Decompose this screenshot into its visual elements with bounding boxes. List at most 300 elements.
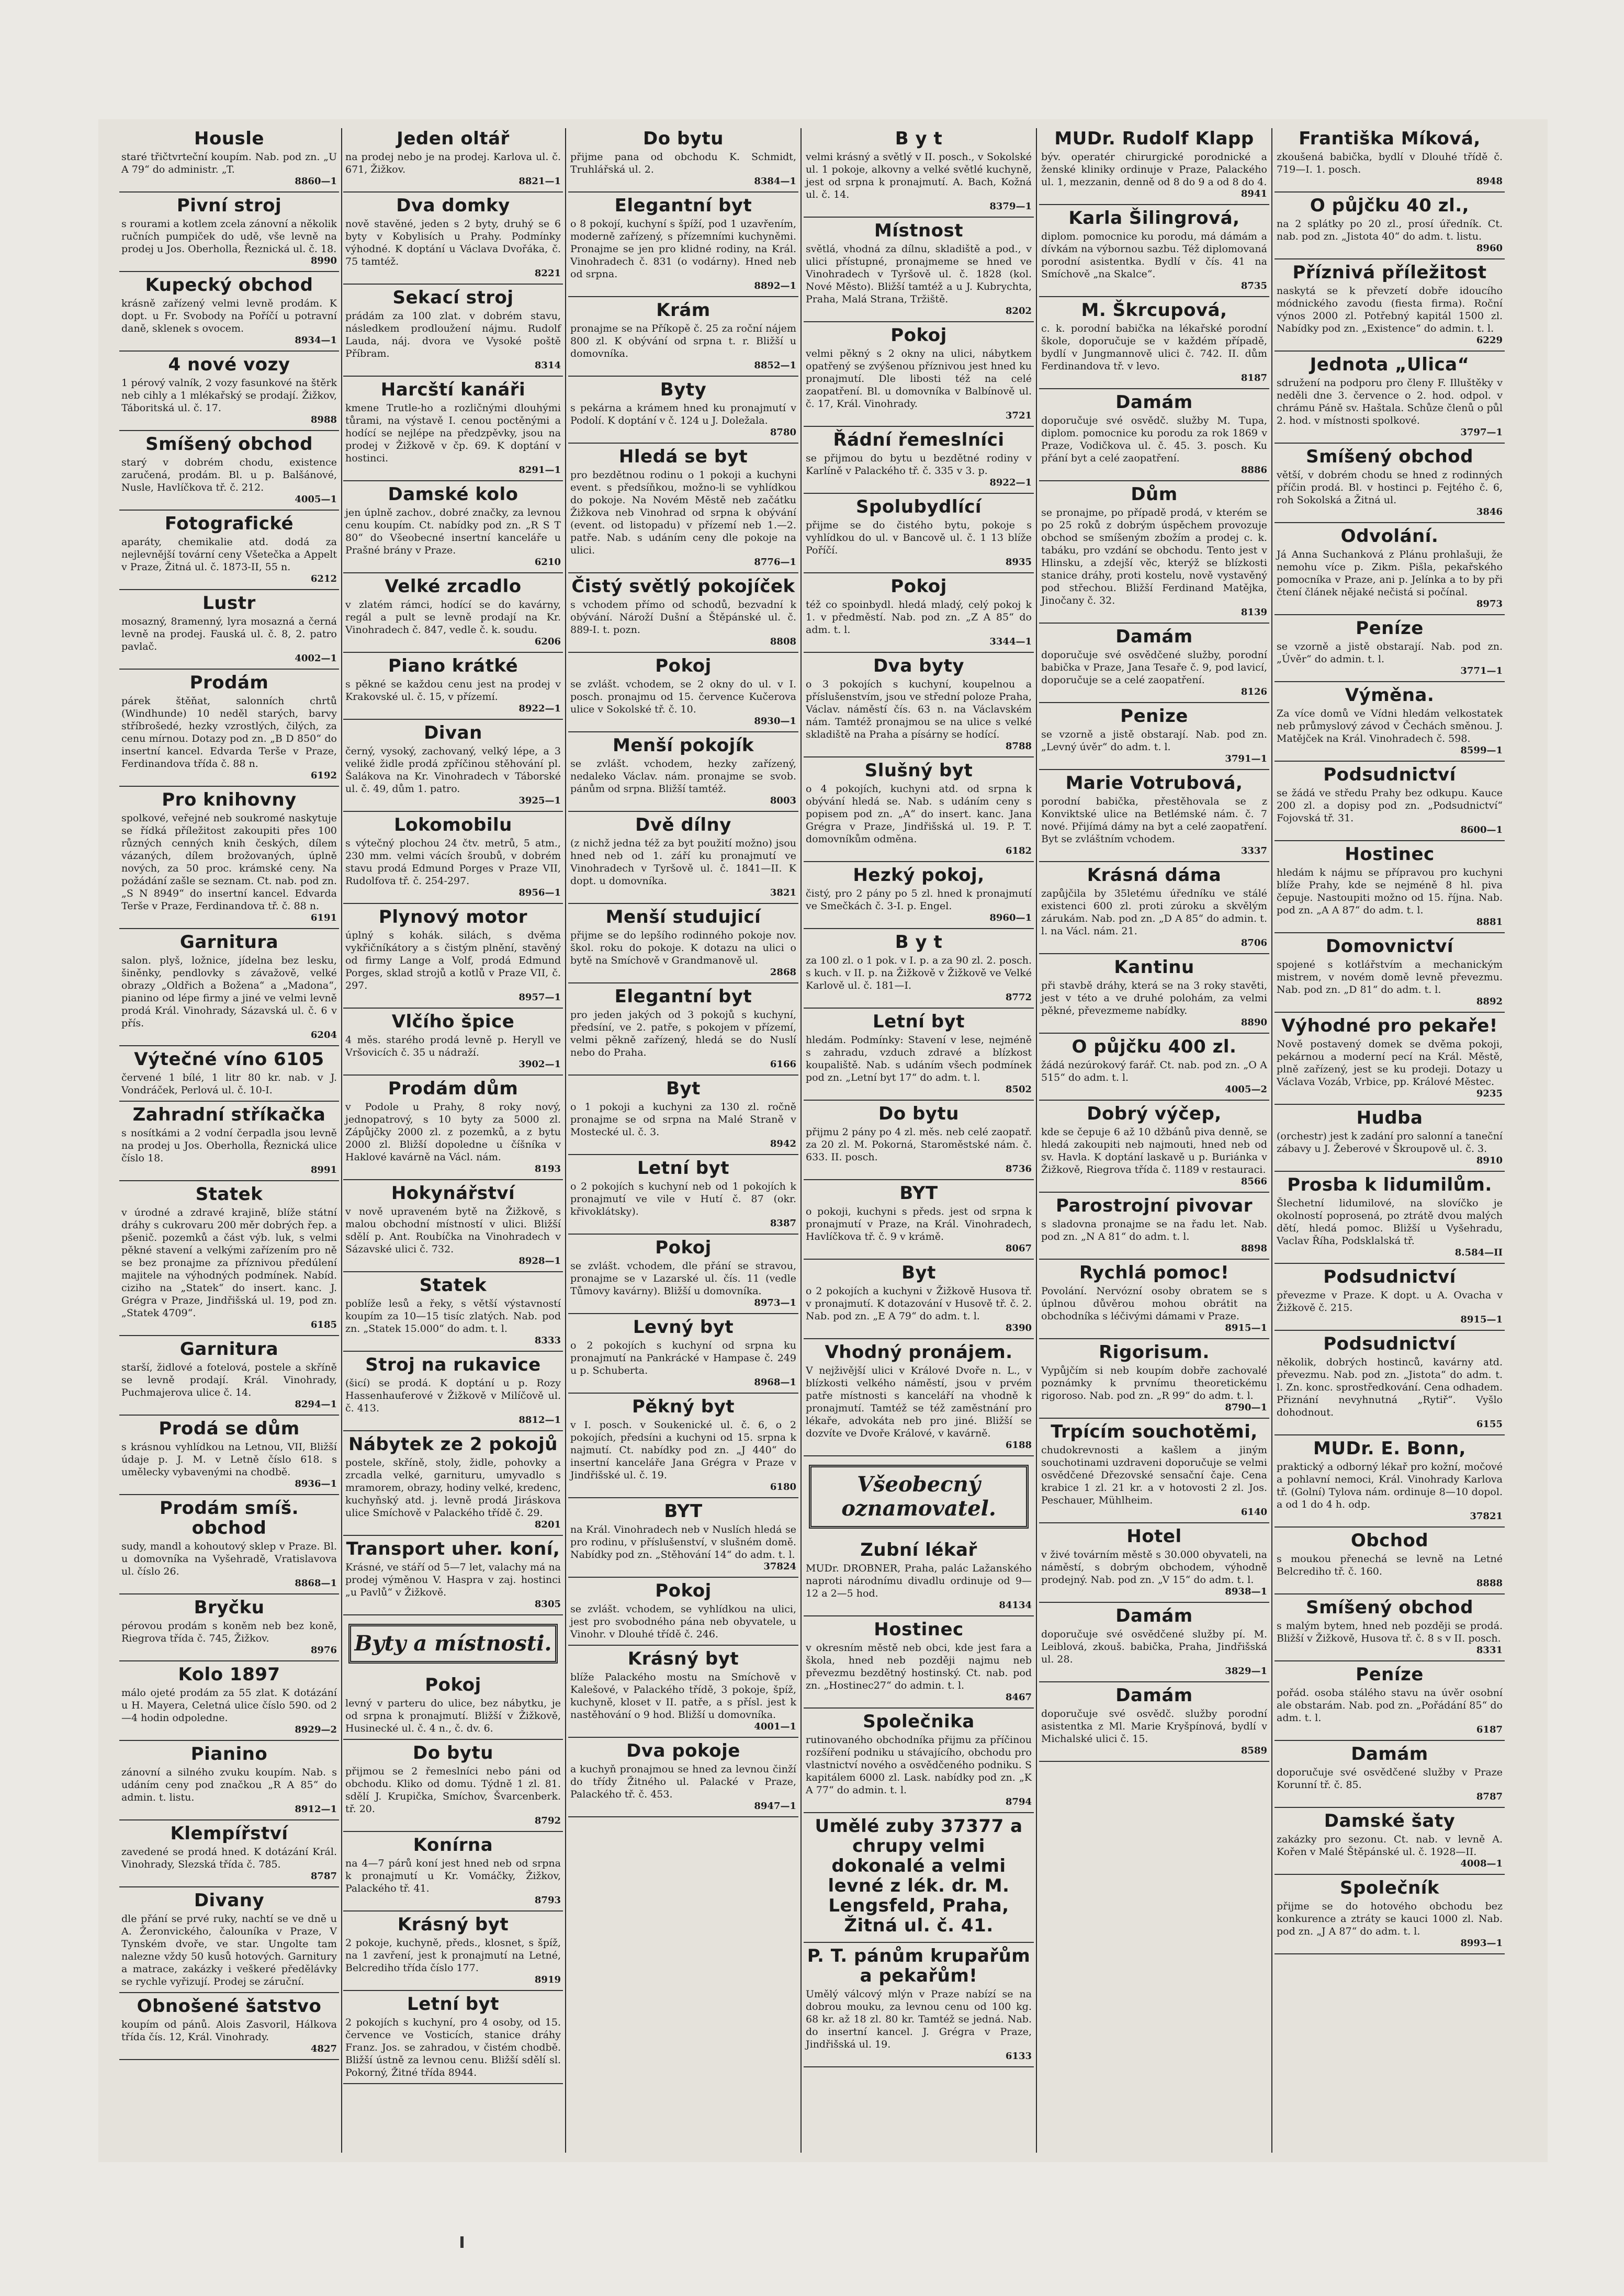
classified-ad (119, 1102, 339, 1181)
ad-heading: Krásný byt (627, 1648, 739, 1669)
ad-code: 8821—1 (518, 176, 561, 187)
ad-text: pro bezdětnou rodinu o 1 pokoji a kuchyni event. s předsíňkou, možno-li se vyhlídkou do pokoje. Na Novém Městě neb začátku Žižkova neb Vinohrad od srpna k obývání (event. od listopadu) v přízemí neb 1.—2. patře. Nab. s udáním ceny dle pokoje na ulici. (570, 469, 796, 556)
ad-heading: Penize (1120, 706, 1188, 727)
ad-text: se zvlášt. vchodem, se vyhlídkou na ulici, jest pro svobodného pána neb obyvatele, u Vinohr. v Dlouhé třídě č. 246. (570, 1603, 796, 1640)
ad-code: 8126 (1240, 686, 1267, 697)
ad-heading: Pokoj (890, 576, 947, 597)
ad-code: 8305 (534, 1599, 561, 1610)
classified-ad (804, 862, 1034, 929)
ad-code: 8886 (1240, 465, 1267, 476)
ad-code: 8787 (1476, 1791, 1503, 1802)
classified-ad (568, 193, 798, 297)
classified-ad (804, 218, 1034, 322)
ad-heading: Fotografické (164, 513, 294, 534)
ad-heading: Krásná dáma (1087, 865, 1222, 886)
ad-code: 6133 (1005, 2051, 1032, 2062)
classified-ad (568, 297, 798, 377)
classified-ad (343, 904, 563, 1009)
ad-text: též co spoinbydl. hledá mladý, celý pokoj k 1. v předměstí. Nab. pod zn. „Z A 85“ do adm. t. l. (806, 599, 1032, 636)
ad-heading: Levný byt (633, 1317, 734, 1338)
ad-code: 6192 (310, 770, 337, 781)
ad-heading: M. Škrcupová, (1081, 300, 1227, 321)
ad-text: s výtečný plochou 24 čtv. metrů, 5 atm., 230 mm. velmi vácích šroubů, v dobrém stavu prodá Edmund Porges v Praze VII, Rudolfova tř. č. 254-297. (345, 838, 561, 887)
ad-text: blíže Palackého mostu na Smíchově v Kalešové, v Palackého třídě, 3 pokoje, špíž, kuchyně, kloset v II. patře, a s přísl. jest k nastěhování o 9 hod. Bližší u domovníka. (570, 1671, 796, 1721)
ad-heading: Klempířství (170, 1823, 288, 1844)
ad-heading: Damám (1115, 1685, 1193, 1706)
classified-ad (1275, 523, 1505, 615)
classified-ad (1275, 841, 1505, 933)
ad-text: v úrodné a zdravé krajině, blíže státní dráhy s cukrovaru 200 měr dobrých řep. a pšenič. pozemků a část výb. luk, s velmi pěkné stavení a velkými zařízením pro ně se bez pronajme za příznivou předúlení majitele na výhodných podmínek. Nabíd. ciziho na „Statek“ do insert. kanc. J. Grégra v Praze, Jindřišská ul. 19, pod zn. „Statek 4709“. (121, 1207, 337, 1319)
classified-ad (1039, 1193, 1269, 1260)
ad-heading: Kupecký obchod (145, 275, 313, 296)
ad-code: 8929—2 (295, 1724, 337, 1735)
classified-ad (568, 1498, 798, 1578)
classified-ad (119, 511, 339, 590)
ad-code: 8973—1 (754, 1297, 796, 1308)
ad-text: Za více domů ve Vídni hledám velkostatek neb průmyslový závod v Čechách směnou. J. Matějček na Král. Vinohradech č. 598. (1277, 708, 1503, 744)
ad-code: 8910 (1476, 1155, 1503, 1166)
ad-heading: Nábytek ze 2 pokojů (348, 1434, 558, 1455)
ad-text: se vzorně a jistě obstarají. Nab. pod zn. „Úvěr“ do admin. t. l. (1277, 641, 1503, 665)
classified-ad (804, 653, 1034, 757)
ad-code: 3846 (1476, 506, 1503, 517)
ad-text: kde se čepuje 6 až 10 džbánů piva denně, se hledá zakoupiti neb najmouti, hned neb od sv. Havla. K doptání laskavě u p. Buriánka v Žižkově, Riegrova třída č. 1189 v restauraci. (1041, 1126, 1267, 1175)
ad-code: 6188 (1005, 1440, 1032, 1451)
ad-code: 8941 (1240, 188, 1267, 199)
ad-code: 4008—1 (1460, 1858, 1503, 1869)
ad-heading: Společnika (863, 1711, 975, 1732)
ad-heading: Garnitura (179, 932, 279, 953)
ad-code: 6191 (310, 912, 337, 923)
classified-ad (1039, 703, 1269, 770)
ad-text: velmi krásný a světlý v II. posch., v Sokolské ul. 1 pokoje, alkovny a velké světlé kuchyně, jest od srpna k pronajmutí. A. Bach, Kožná ul. č. 14. (806, 151, 1032, 200)
ad-heading: Spolubydlící (856, 496, 982, 517)
ad-text: se pronajme, po případě prodá, v kterém se po 25 roků z dobrým úspěchem provozuje obchod se smíšeným zbožím a prodej c. k. tabáku, pro vzdání se obchodu. Tento jest v Hlinsku, a zdejší věc, kterýž se blízkosti stanice dráhy, proti kostelu, nově vystavěný pod střechou. Bližší Ferdinand Matějka, Jinočany č. 32. (1041, 507, 1267, 606)
ad-text: přijme se do hotového obchodu bez konkurence a ztráty se kauci 1000 zl. Nab. pod zn. „J A 87“ do adm. t. l. (1277, 1901, 1503, 1937)
ad-text: v I. posch. v Soukenické ul. č. 6, o 2 pokojích, předsíni a kuchyni od 15. srpna k najmutí. Ct. nabídky pod zn. „J 440“ do insertní kanceláře Jana Grégra v Praze v Jindřišské ul. č. 19. (570, 1419, 796, 1481)
classified-ad (1275, 1594, 1505, 1661)
ad-heading: BYT (664, 1501, 703, 1522)
classified-ad (804, 126, 1034, 218)
classified-ad (1039, 862, 1269, 954)
classified-ad (1039, 770, 1269, 862)
ad-text: velmi pěkný s 2 okny na ulici, nábytkem opatřený se zvýšenou příznivou jest hned ku pronajmutí. Dle libosti též na celé zaopatření. Bl. u domovníka v Balbínově ul. č. 17, Král. Vinohrady. (806, 348, 1032, 410)
ad-heading: Marie Votrubová, (1065, 773, 1243, 794)
ad-code: 6210 (534, 557, 561, 568)
ad-code: 8860—1 (295, 176, 337, 187)
classified-ad (804, 322, 1034, 427)
classified-ad (343, 1272, 563, 1352)
ad-code: 8812—1 (518, 1415, 561, 1426)
ad-text: Šlechetní lidumilové, na slovíčko je okolností poprosená, po ztrátě dvou malých dětí, hledá pomoc. Bližší u Vyšehradu, Vaclav Říha, Podsklalská tř. (1277, 1197, 1503, 1247)
ad-text: černý, vysoký, zachovaný, velký lépe, a 3 veliké židle prodá zpříčinou stěhování pl. Šalákova na Kr. Vinohradech v Táborské ul. č. 49, dům 1. patro. (345, 745, 561, 795)
ad-text: jen úplně zachov., dobré značky, za levnou cenu koupím. Ct. nabídky pod zn. „R S T 80“ do Všeobecné insertní kanceláře u Prašné brány v Praze. (345, 507, 561, 556)
ad-code: 8139 (1240, 607, 1267, 618)
ad-heading: Byty (660, 379, 707, 400)
ad-text: se zvlášt. vchodem, dle přání se stravou, pronajme se v Lazarské ul. čís. 11 (vedle Tůmovy kavárny). Bližší u domovníka. (570, 1260, 796, 1297)
ad-code: 6180 (770, 1481, 796, 1492)
classified-ad (804, 573, 1034, 653)
ad-code: 8957—1 (518, 992, 561, 1003)
ad-text: c. k. porodní babička na lékařské porodní škole, doporučuje se v každém případě, bydlí v Jungmannově ulici č. 742. II. dům Ferdinandova tř. v levo. (1041, 323, 1267, 372)
ad-heading: Pianino (190, 1744, 268, 1765)
ad-code: 6182 (1005, 845, 1032, 856)
ad-code: 8390 (1005, 1322, 1032, 1333)
classified-ad (1275, 933, 1505, 1013)
classified-ad (1275, 1875, 1505, 1954)
ad-code: 8948 (1476, 176, 1503, 187)
ad-code: 6229 (1476, 335, 1503, 346)
ad-heading: Karla Šilingrová, (1068, 208, 1240, 229)
ad-text: několik, dobrých hostinců, kavárny atd. převezmu. Nab. pod zn. „Jistota“ do adm. t. l. Zn. konc. sprostředkování. Cena odhadem. Přiznání nevyhnutná „Rytiř“. Vyšlo dohodnout. (1277, 1356, 1503, 1418)
ad-text: červené 1 bílé, 1 litr 80 kr. nab. v J. Vondráček, Perlová ul. č. 10-I. (121, 1072, 337, 1096)
ad-code: 3902—1 (518, 1059, 561, 1070)
classified-ad (804, 1180, 1034, 1260)
ad-text: doporučuje své osvědčené služby pí. M. Leiblová, zkouš. babička, Praha, Jindřišská ul. 28. (1041, 1628, 1267, 1665)
ad-heading: Domovnictví (1325, 936, 1454, 957)
ad-heading: Damám (1115, 1605, 1193, 1626)
ad-heading: Dům (1131, 484, 1178, 505)
ad-code: 8772 (1005, 992, 1032, 1003)
ad-code: 8794 (1005, 1796, 1032, 1807)
ad-code: 8193 (534, 1163, 561, 1174)
ad-heading: Lokomobilu (394, 815, 512, 835)
ad-heading: Hostinec (874, 1619, 964, 1640)
ad-heading: Řádní řemeslníci (833, 429, 1005, 450)
ad-heading: Pokoj (655, 1580, 712, 1601)
ad-heading: Housle (194, 128, 264, 149)
ad-code: 9235 (1476, 1088, 1503, 1099)
ad-text: málo ojeté prodám za 55 zlat. K dotázání u H. Mayera, Celetná ulice číslo 590. od 2—4 hodin odpoledne. (121, 1687, 337, 1724)
ad-text: kmene Trutle-ho a rozličnými dlouhými tůrami, na výstavě I. cenou poctěnými a hodící se nejlépe na předzpěvky, jsou na prodej v Žižkově v čp. 69. K doptání v hostinci. (345, 402, 561, 464)
classified-ad (568, 1076, 798, 1155)
ad-heading: Krásný byt (397, 1914, 509, 1935)
classified-ad (568, 1738, 798, 1817)
classified-ad (343, 573, 563, 653)
ad-text: 1 pérový valník, 2 vozy fasunkové na štěrk neb cihly a 1 mlékařský se prodají. Žižkov, Táboritská ul. č. 17. (121, 377, 337, 414)
ad-code: 8003 (770, 795, 796, 806)
ad-code: 4005—2 (1225, 1084, 1267, 1095)
classified-ad (1275, 682, 1505, 762)
ad-heading: Dva domky (396, 195, 510, 216)
ad-code: 6185 (310, 1319, 337, 1330)
ad-text: s rourami a kotlem zcela zánovní a několik ručních pumpiček do udě, vše levně na prodej u Jos. Oberholla, Řeznická ul. č. 18. (121, 218, 337, 255)
ad-heading: Pokoj (890, 325, 947, 346)
column-rule (565, 128, 566, 2153)
ad-text: sudy, mandl a kohoutový sklep v Praze. Bl. u domovníka na Vyšehradě, Vratislavova ul. číslo 26. (121, 1541, 337, 1577)
section-header: Byty a místnosti. (348, 1624, 558, 1664)
ad-heading: Františka Míková, (1299, 128, 1481, 149)
ad-code: 3821 (770, 887, 796, 898)
classified-ad (568, 812, 798, 904)
classified-ad (568, 983, 798, 1076)
ad-text: nově stavěné, jeden s 2 byty, druhý se 6 byty v Kobylisích u Prahy. Podmínky výhodné. K doptání u Václava Dvořáka, č. 75 tamtéž. (345, 218, 561, 267)
ad-text: 2 pokoje, kuchyně, předs., klosnet, s špíž, na 1 zavření, jest k pronajmutí na Letné, Belcrediho třída číslo 177. (345, 1937, 561, 1974)
classified-ad (568, 904, 798, 983)
ad-heading: Byt (901, 1262, 936, 1283)
classified-ad (343, 1991, 563, 2084)
ad-code: 8467 (1005, 1692, 1032, 1703)
ad-heading: Prosba k lidumilům. (1287, 1174, 1492, 1195)
classified-ad (119, 929, 339, 1046)
classified-ad (343, 1352, 563, 1431)
classified-ad (343, 285, 563, 377)
ad-text: naskytá se k převzetí dobře idoucího módnického zavodu (fiesta firma). Roční výnos 2000 zl. Potřebný kapitál 1500 zl. Nabídky pod zn. „Existence“ do admin. t. l. (1277, 285, 1503, 334)
classified-ad (119, 1661, 339, 1741)
ad-code: 8566 (1240, 1176, 1267, 1187)
ad-code: 8960 (1476, 243, 1503, 254)
ad-code: 8067 (1005, 1243, 1032, 1254)
ad-text: V nejživější ulici v Králové Dvoře n. L., v blízkosti velkého náměstí, jsou v prvém patře místnosti s kanceláří na vhodně k pronajmutí. Tamtéž se též zaměstnání pro lékaře, advokáta neb pro jiné. Bližší se dozvíte ve Dvoře Králové, v kavárně. (806, 1365, 1032, 1439)
classified-ad (1039, 954, 1269, 1034)
ad-text: aparáty, chemikalie atd. dodá za nejlevnější tovární ceny Všetečka a Appelt v Praze, Žitná ul. č. 1873-II, 55 n. (121, 536, 337, 573)
ad-heading: Do bytu (413, 1743, 493, 1763)
ad-heading: O půjčku 400 zl. (1072, 1036, 1237, 1057)
ad-code: 8934—1 (295, 335, 337, 346)
classified-ad (568, 573, 798, 653)
ad-heading: Prodá se dům (159, 1418, 300, 1439)
ad-heading: Místnost (874, 220, 964, 241)
ad-text: s sladovna pronajme se na řadu let. Nab. pod zn. „N A 81“ do adm. t. l. (1041, 1218, 1267, 1242)
ad-heading: Damám (1115, 626, 1193, 647)
classified-ad (568, 377, 798, 444)
ad-heading: Prodám (189, 672, 269, 693)
section-header: Všeobecný oznamovatel. (809, 1465, 1029, 1529)
ad-code: 8892 (1476, 996, 1503, 1007)
ad-heading: Harcští kanáři (380, 379, 526, 400)
ad-code: 8221 (534, 268, 561, 279)
ad-code: 4827 (310, 2043, 337, 2054)
ad-heading: P. T. pánům krupařům a pekařům! (807, 1946, 1031, 1986)
ad-text: postele, skříně, stoly, židle, pohovky a zrcadla velké, garnituru, umyvadlo s mramorem, obrazy, hodiny velké, kredenc, kuchyňský atd. j. levně prodá Jiráskova ulice Smíchově v Palackého třídě č. 29. (345, 1457, 561, 1519)
ad-text: přijmu 2 pány po 4 zl. měs. neb celé zaopatř. za 20 zl. M. Pokorná, Staroměstské nám. č. 633. II. posch. (806, 1126, 1032, 1163)
ad-code: 8919 (534, 1974, 561, 1985)
classifieds-column-1 (119, 126, 339, 2155)
classified-ad (1275, 615, 1505, 682)
classified-ad (568, 653, 798, 732)
ad-text: převezme v Praze. K dopt. u A. Ovacha v Žižkově č. 215. (1277, 1290, 1503, 1314)
classified-ad (119, 1820, 339, 1887)
ad-text: starý v dobrém chodu, existence zaručená, prodám. Bl. u p. Balšánové, Nusle, Havlíčkova tř. č. 212. (121, 457, 337, 493)
ad-code: 8787 (310, 1871, 337, 1882)
classified-ad (343, 377, 563, 481)
ad-heading: Hostinec (1345, 844, 1435, 865)
ad-text: doporučuje své osvědč. služby porodní asistentka z Ml. Marie Kryšpínová, bydlí v Michalské ulici č. 15. (1041, 1708, 1267, 1745)
classified-ad (804, 929, 1034, 1009)
ad-code: 84134 (999, 1600, 1032, 1611)
ad-code: 8793 (534, 1895, 561, 1906)
ad-heading: Výtečné víno 6105 (134, 1049, 324, 1070)
classified-ad (119, 431, 339, 511)
ad-text: s pěkné se každou cenu jest na prodej v Krakovské ul. č. 15, v přízemí. (345, 678, 561, 703)
ad-text: v zlatém rámci, hodící se do kavárny, regál a pult se levně prodají na Kr. Vinohradech č. 847, vedle č. k. soudu. (345, 599, 561, 636)
ad-text: pronajme se na Příkopě č. 25 za roční nájem 800 zl. K obývání od srpna t. r. Bližší u domovníka. (570, 323, 796, 359)
ad-heading: Piano krátké (388, 655, 518, 676)
ad-code: 8976 (310, 1645, 337, 1656)
ad-heading: Smíšený obchod (145, 434, 313, 455)
ad-heading: Společník (1339, 1877, 1440, 1898)
ad-heading: Parostrojní pivovar (1056, 1195, 1253, 1216)
ad-text: spolkové, veřejné neb soukromé naskytuje se řídká příležitost zakoupiti přes 100 různých cenných knih českých, dílem vázaných, dílem brožovaných, úplně nových, za 50 proc. krámské ceny. Na požádání zašle se seznam. Ct. nab. pod zn. „S N 8949“ do insertní kancel. Edvarda Terše v Praze, Ferdinandova tř. č. 88 n. (121, 812, 337, 912)
ad-text: v Podole u Prahy, 8 roky nový, jednopatrový, s 10 byty za 5000 zl. Zápůjčky 2000 zl. z pozemků, a z bytu 2000 zl. Bližší dopoledne u číšníka v Haklové kavárně na Václ. nám. (345, 1101, 561, 1163)
ad-heading: Elegantní byt (614, 986, 752, 1007)
ad-text: za 100 zl. o 1 pok. v I. p. a za 90 zl. 2. posch. s kuch. v II. p. na Žižkově v Žižkově ve Velké Karlově ul. č. 181—I. (806, 955, 1032, 991)
ad-text: pořád. osoba stálého stavu na úvěr osobní ale obstarám. Nab. pod zn. „Pořádání 85“ do adm. t. l. (1277, 1687, 1503, 1724)
ad-text: praktický a odborný lékař pro kožní, močové a pohlavní nemoci, Král. Vinohrady Karlova tř. (Golní) Tylova nám. ordinuje 8—10 dopol. a od 1 do 4 h. odp. (1277, 1461, 1503, 1510)
ad-heading: Zahradní stříkačka (132, 1104, 326, 1125)
ad-text: o 3 pokojích s kuchyní, koupelnou a příslušenstvím, jsou ve střední poloze Praha, Václav. náměstí čís. 63 n. na Václavském nám. Tamtéž pronajmou se na ulice s velké skladiště na Praha a písárny se hodící. (806, 678, 1032, 740)
ad-heading: Výměna. (1345, 685, 1435, 706)
classified-ad (343, 1536, 563, 1615)
ad-text: se zvlášt. vchodem, hezky zařízený, nedaleko Václav. nám. pronajme se svob. pánům od srpna. Bližší tamtéž. (570, 758, 796, 795)
ad-text: s moukou přenechá se levně na Letné Belcrediho tř. č. 160. (1277, 1553, 1503, 1577)
ad-heading: Lustr (202, 593, 256, 614)
ad-text: sdružení na podporu pro členy F. Illuštěky v neděli dne 3. července o 2. hod. odpol. v chrámu Páně sv. Haštala. Schůze členů o půl 2. hod. v místnosti spolkové. (1277, 377, 1503, 426)
ad-code: 3337 (1240, 845, 1267, 856)
ad-text: úplný s kohák. silách, s dvěma vykřičníkátory a s čistým plnění, stavěný od firmy Lange a Volf, prodá Edmund Porges, sklad strojů a kotlů v Praze VII, č. 297. (345, 930, 561, 991)
ad-heading: Letní byt (637, 1158, 729, 1179)
classified-ad (343, 1672, 563, 1740)
ad-text: zavedené se prodá hned. K dotázání Král. Vinohrady, Slezská třída č. 785. (121, 1846, 337, 1870)
ad-text: poblíže lesů a řeky, s větší výstavností koupím za 10—15 tisíc zlatých. Nab. pod zn. „Statek 15.000“ do adm. t. l. (345, 1298, 561, 1334)
ad-code: 8291—1 (518, 465, 561, 476)
column-rule (1036, 128, 1037, 2153)
ad-heading: Stroj na rukavice (365, 1354, 541, 1375)
classified-ad (1275, 1435, 1505, 1528)
classified-ad (343, 1431, 563, 1536)
classified-ad (1039, 1034, 1269, 1101)
classified-ad (804, 1260, 1034, 1339)
ad-text: salon. plyš, ložnice, jídelna bez lesku, šiněnky, pendlovky s závažově, velké obrazy „Oldřich a Božena“ a „Madona“, pianino od lépe firmy a jiné ve velmi levně prodá Král. Vinohrady, Sázavská ul. č. 6 v přís. (121, 955, 337, 1029)
ad-heading: Odvolání. (1340, 526, 1439, 547)
ad-text: Umělý válcový mlýn v Praze nabízí se na dobrou mouku, za levnou cenu od 100 kg. 68 kr. až 18 zl. 80 kr. Tamtéž se jedná. Nab. do insertní kancel. J. Grégra v Praze, Jindřišská ul. 19. (806, 1988, 1032, 2050)
page-mark (460, 2236, 464, 2248)
ad-text: čistý, pro 2 pány po 5 zl. hned k pronajmutí ve Smečkách č. 3-I. p. Engel. (806, 888, 1032, 912)
ad-text: chudokrevnosti a kašlem a jiným souchotinami uzdraveni doporučuje se velmi osvědčené Dřezovské sensační čaje. Cena krabice 1 zl. 21 kr. a v hotovosti 2 zl. Jos. Peschauer, Mühlheim. (1041, 1444, 1267, 1506)
ad-text: se vzorně a jistě obstarají. Nab. pod zn. „Levný úvěr“ do adm. t. l. (1041, 729, 1267, 753)
classified-ad (1039, 205, 1269, 297)
ad-text: s malým bytem, hned neb později se prodá. Bližší v Žižkově, Husova tř. č. 8 s v II. posch. (1277, 1620, 1503, 1644)
ad-code: 8912—1 (295, 1804, 337, 1815)
ad-code: 8792 (534, 1815, 561, 1826)
ad-heading: Kolo 1897 (178, 1664, 280, 1685)
classified-ad (1039, 1419, 1269, 1523)
ad-heading: Podsudnictví (1323, 764, 1456, 785)
ad-code: 8.584—II (1454, 1247, 1503, 1258)
ad-text: v nově upraveném bytě na Žižkově, s malou obchodní místností v ulici. Bližší sdělí p. Ant. Roubíčka na Vinohradech v Sázavské ulici č. 732. (345, 1206, 561, 1255)
ad-code: 8928—1 (518, 1256, 561, 1266)
ad-text: levný v parteru do ulice, bez nábytku, je od srpna k pronajmutí. Bližší v Žižkově, Husinecké ul. č. 4 n., č. dv. 6. (345, 1698, 561, 1734)
ad-heading: B y t (895, 128, 943, 149)
ad-text: Vypůjčím si neb koupím dobře zachovalé poznámky k prvnímu theoretickému rigoroso. Nab. pod zn. „R 99“ do adm. t. l. (1041, 1365, 1267, 1401)
ad-code: 8201 (534, 1519, 561, 1530)
classified-ad (1039, 1339, 1269, 1419)
classified-ad (1275, 1528, 1505, 1594)
ad-text: párek štěňat, salonních chrtů (Windhunde) 10 neděl starých, barvy stříbrošedé, hezky vzrostlých, čilých, za cenu mírnou. Dotazy pod zn. „B D 850“ do insertní kancel. Edvarda Terše v Praze, Ferdinandova třída č. 88 n. (121, 695, 337, 770)
ad-code: 8898 (1240, 1243, 1267, 1254)
ad-code: 8868—1 (295, 1578, 337, 1589)
classified-ad (343, 481, 563, 573)
ad-heading: Hokynářství (391, 1183, 515, 1204)
ad-text: s pekárna a krámem hned ku pronajmutí v Podolí. K doptání v č. 124 u J. Doležala. (570, 402, 796, 426)
ad-heading: Statek (195, 1184, 263, 1205)
ad-heading: Elegantní byt (614, 195, 752, 216)
ad-heading: Menší pokojík (613, 735, 754, 756)
classified-ad (804, 494, 1034, 573)
ad-code: 37821 (1470, 1511, 1503, 1522)
ad-text: v živé továrním městě s 30.000 obyvateli, na náměstí, s dobrým obchodem, výhodně prodejný. Nab. pod zn. „V 15“ do adm. t. l. (1041, 1549, 1267, 1586)
ad-text: se žádá ve středu Prahy bez odkupu. Kauce 200 zl. a dopisy pod zn. „Podsudnictví“ Fojovská tř. 31. (1277, 787, 1503, 824)
ad-code: 8892—1 (754, 280, 796, 291)
classified-ad (1275, 1808, 1505, 1875)
ad-heading: Trpícím souchotěmi, (1051, 1421, 1258, 1442)
ad-text: a kuchyň pronajmou se hned za levnou činží do třídy Žitného ul. Palacké v Praze, Palackého tř. č. 453. (570, 1763, 796, 1800)
ad-text: krásně zařízený velmi levně prodám. K dopt. u Fr. Svobody na Poříčí u potravní daně, sklenek s ovocem. (121, 298, 337, 334)
classified-ad (1039, 624, 1269, 703)
ad-text: s krásnou vyhlídkou na Letnou, VII, Bližší údaje p. J. M. v Letně číslo 618. s umělecky vybavenými na chodbě. (121, 1441, 337, 1478)
classified-ad (343, 720, 563, 812)
ad-heading: Konírna (413, 1835, 493, 1856)
classified-ad (1275, 259, 1505, 352)
ad-code: 8379—1 (989, 201, 1032, 212)
ad-heading: Sekací stroj (392, 287, 514, 308)
ad-heading: Podsudnictví (1323, 1266, 1456, 1287)
classified-ad (119, 1741, 339, 1820)
classified-ad (1275, 1264, 1505, 1331)
classified-ad (343, 1740, 563, 1832)
classified-ad (343, 812, 563, 904)
classified-ad (804, 1101, 1034, 1180)
classified-ad (1039, 389, 1269, 481)
ad-text: přijme se do lepšího rodinného pokoje nov. škol. roku do pokoje. K dotazu na ulici o bytě na Smíchově v Grandmanově ul. (570, 930, 796, 966)
ad-heading: Hledá se byt (618, 446, 748, 467)
ad-heading: MUDr. Rudolf Klapp (1054, 128, 1254, 149)
ad-code: 8852—1 (754, 360, 796, 371)
ad-code: 37824 (763, 1561, 796, 1572)
ad-text: na prodej nebo je na prodej. Karlova ul. č. 671, Žižkov. (345, 151, 561, 175)
classified-ad (1039, 1260, 1269, 1339)
classified-ad (568, 1394, 798, 1498)
ad-code: 8589 (1240, 1745, 1267, 1756)
ad-text: mosazný, 8ramenný, lyra mosazná a černá levně na prodej. Fauská ul. č. 8, 2. patro pavlač. (121, 616, 337, 652)
ad-text: Povolání. Nervózní osoby obratem se s úplnou důvěrou mohou obrátit na obchodníka s léčivými dámami v Praze. (1041, 1285, 1267, 1322)
ad-heading: Zubní lékař (860, 1540, 977, 1560)
ad-heading: Dva byty (873, 655, 965, 676)
classified-ad (119, 670, 339, 787)
ad-code: 8808 (770, 636, 796, 647)
classifieds-column-6 (1275, 126, 1505, 2155)
ad-code: 2868 (770, 967, 796, 978)
ad-heading: Jednota „Ulica“ (1310, 354, 1470, 375)
ad-code: 8788 (1005, 741, 1032, 752)
classified-ad (343, 1832, 563, 1912)
ad-heading: Transport uher. koní, (346, 1539, 560, 1559)
ad-code: 8387 (770, 1218, 796, 1229)
ad-heading: Obchod (1350, 1530, 1429, 1551)
ad-code: 6212 (310, 573, 337, 584)
classified-ad (119, 1046, 339, 1102)
ad-heading: Bryčku (194, 1597, 265, 1618)
ad-heading: Krám (656, 300, 710, 321)
classified-ad (1039, 1682, 1269, 1762)
ad-text: 2 pokojích s kuchyní, pro 4 osoby, od 15. července ve Vosticích, stanice dráhy Franz. Jos. se zahradou, v čistém chodbě. Bližší ústně za levnou cenu. Bližší sdělí sl. Pokorný, Žitné třída 8944. (345, 2017, 561, 2078)
classified-ad (1039, 1603, 1269, 1682)
ad-heading: Byt (666, 1078, 701, 1099)
ad-text: býv. operatér chirurgické porodnické a ženské kliniky ordinuje v Praze, Palackého ul. 1, mezzanin, denně od 8 do 9 a od 8 do 4. (1041, 151, 1267, 188)
classified-ad (1275, 1172, 1505, 1264)
ad-text: starší, židlové a fotelová, postele a skříně se levně prodají. Král. Vinohrady, Puchmajerova ulice č. 14. (121, 1362, 337, 1398)
ad-text: o 2 pokojích s kuchyní neb od 1 pokojích k pronajmutí ve vile v Hutí č. 87 (okr. křivoklátsky). (570, 1181, 796, 1217)
